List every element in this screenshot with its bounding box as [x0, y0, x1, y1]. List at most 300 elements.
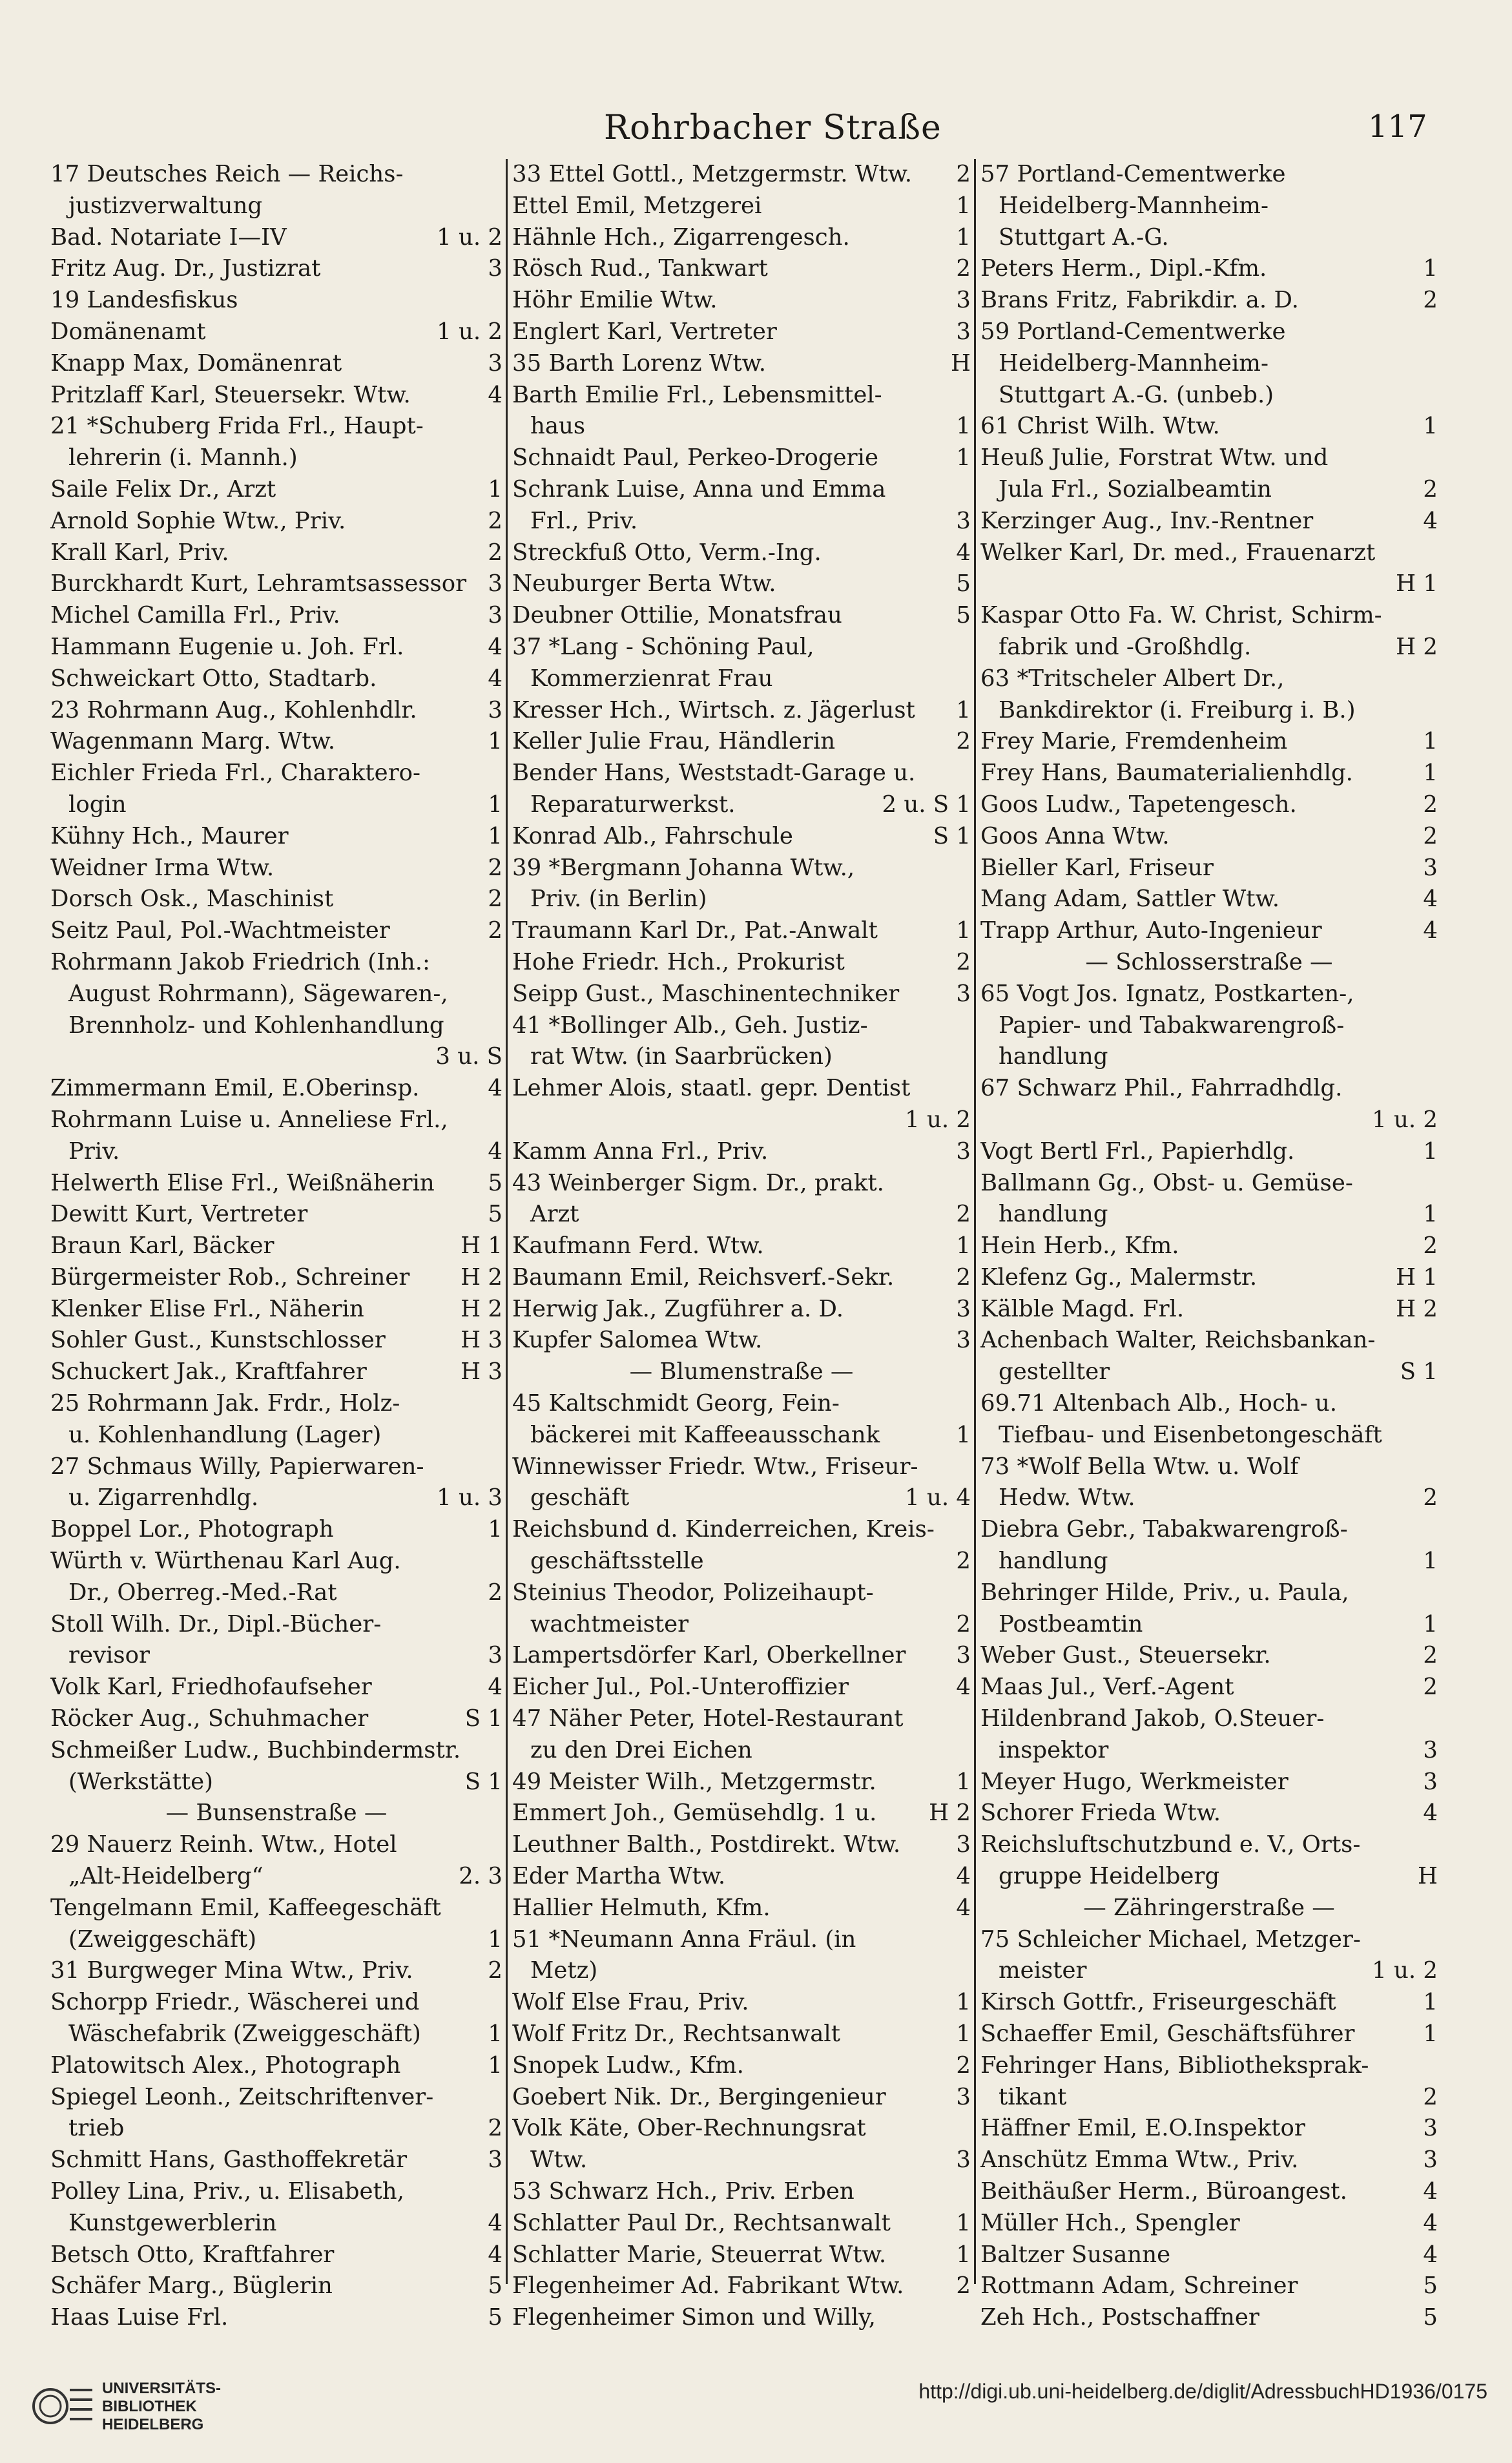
directory-entry [50, 2145, 502, 2176]
directory-entry [512, 915, 971, 947]
directory-entry [980, 663, 1438, 695]
directory-entry [512, 1703, 971, 1735]
entry-text: Reparaturwerkst. [530, 791, 736, 818]
entry-text: geschäftsstelle [530, 1548, 704, 1575]
directory-entry [980, 1482, 1438, 1514]
page-number: 117 [1368, 109, 1427, 145]
directory-entry [50, 789, 502, 821]
directory-entry [980, 1451, 1438, 1483]
entry-text: 57 Portland-Cementwerke [980, 161, 1286, 187]
directory-entry [980, 1987, 1438, 2019]
floor-marker: 3 [956, 1327, 971, 1354]
entry-text: Schaeffer Emil, Geschäftsführer [980, 2021, 1355, 2048]
floor-marker: 1 [956, 1232, 971, 1260]
column-2 [512, 159, 971, 2336]
entry-text: Leuthner Balth., Postdirekt. Wtw. [512, 1831, 901, 1858]
directory-entry [512, 1388, 971, 1420]
entry-text: rat Wtw. (in Saarbrücken) [530, 1043, 833, 1070]
entry-text: Volk Karl, Friedhofaufseher [50, 1674, 372, 1701]
entry-text: justizverwaltung [68, 192, 263, 219]
directory-entry [512, 253, 971, 285]
floor-marker: 4 [488, 2209, 502, 2236]
floor-marker: 1 [1423, 760, 1438, 787]
entry-text: Rohrmann Luise u. Anneliese Frl., [50, 1106, 448, 1133]
directory-entry [512, 2082, 971, 2114]
entry-text: Höhr Emilie Wtw. [512, 287, 718, 314]
directory-entry [980, 1136, 1438, 1168]
floor-marker: 2 [1423, 1642, 1438, 1669]
directory-entry [980, 979, 1438, 1010]
entry-text: Platowitsch Alex., Photograph [50, 2052, 401, 2079]
directory-entry [512, 979, 971, 1010]
column-3 [980, 159, 1438, 2336]
directory-entry [50, 2176, 502, 2208]
entry-text: Postbeamtin [999, 1610, 1143, 1637]
floor-marker: 3 [1423, 1768, 1438, 1795]
directory-entry [512, 821, 971, 853]
entry-text: Volk Käte, Ober-Rechnungsrat [512, 2115, 866, 2142]
directory-entry [980, 2113, 1438, 2145]
entry-text: Traumann Karl Dr., Pat.-Anwalt [512, 917, 878, 944]
directory-entry [50, 1482, 502, 1514]
directory-entry [50, 1010, 502, 1042]
floor-marker: 2 [956, 728, 971, 755]
floor-marker: 1 [488, 1926, 502, 1953]
directory-entry [50, 1703, 502, 1735]
directory-entry [512, 2334, 971, 2336]
floor-marker: 2 [1423, 1484, 1438, 1512]
street-section-heading [980, 947, 1438, 979]
floor-marker: 3 [488, 2146, 502, 2174]
floor-marker: 4 [1423, 2209, 1438, 2236]
directory-entry [512, 1672, 971, 1703]
floor-marker: 4 [488, 665, 502, 692]
entry-text: Schlatter Paul Dr., Rechtsanwalt [512, 2209, 891, 2236]
directory-entry [512, 2208, 971, 2240]
floor-marker: 3 [488, 255, 502, 282]
directory-entry [980, 1325, 1438, 1356]
entry-text: 61 Christ Wilh. Wtw. [980, 413, 1220, 440]
directory-entry [980, 380, 1438, 411]
entry-text: Wolf Else Frau, Priv. [512, 1989, 749, 2016]
entry-text: 27 Schmaus Willy, Papierwaren- [50, 1453, 424, 1480]
entry-text: Stoll Wilh. Dr., Dipl.-Bücher- [50, 1610, 382, 1637]
directory-entry [512, 1955, 971, 1987]
directory-entry [50, 1672, 502, 1703]
entry-text: Frl., Priv. [530, 507, 638, 534]
directory-entry [980, 2302, 1438, 2334]
directory-entry [512, 1514, 971, 1546]
entry-text: Weber Gust., Steuersekr. [980, 1642, 1271, 1669]
directory-entry [50, 1609, 502, 1641]
floor-marker: 5 [956, 570, 971, 598]
floor-marker: 3 [488, 349, 502, 377]
entry-text: Keller Julie Frau, Händlerin [512, 728, 836, 755]
entry-text: Dr., Oberreg.-Med.-Rat [68, 1579, 337, 1606]
entry-text: 43 Weinberger Sigm. Dr., prakt. [512, 1169, 884, 1196]
directory-entry [512, 191, 971, 222]
entry-text: (Werkstätte) [68, 1768, 213, 1795]
directory-entry [980, 726, 1438, 758]
directory-entry [512, 947, 971, 979]
entry-text: Burckhardt Kurt, Lehramtsassessor [50, 570, 467, 598]
entry-text: u. Zigarrenhdlg. [68, 1484, 259, 1512]
directory-entry [980, 1199, 1438, 1231]
directory-entry [512, 537, 971, 569]
floor-marker: 3 [956, 507, 971, 534]
directory-entry [512, 1767, 971, 1798]
entry-text: Schrank Luise, Anna und Emma [512, 475, 886, 503]
floor-marker: 4 [488, 1075, 502, 1102]
entry-text: Baltzer Susanne [980, 2241, 1171, 2268]
floor-marker: 3 [1423, 854, 1438, 881]
entry-text: Tengelmann Emil, Kaffeegeschäft [50, 1894, 441, 1921]
entry-text: Streckfuß Otto, Verm.-Ing. [512, 539, 822, 566]
entry-text: haus [530, 413, 586, 440]
entry-text: 23 Rohrmann Aug., Kohlenhdlr. [50, 696, 417, 723]
floor-marker: 2 u. S 1 [882, 791, 971, 818]
entry-text: Kerzinger Aug., Inv.-Rentner [980, 507, 1314, 534]
directory-entry [512, 2019, 971, 2050]
entry-text: handlung [999, 1201, 1108, 1228]
floor-marker: 4 [488, 2241, 502, 2268]
floor-marker: 2 [1423, 287, 1438, 314]
directory-entry [980, 1262, 1438, 1294]
floor-marker: 1 [956, 696, 971, 723]
directory-entry [980, 789, 1438, 821]
directory-entry [50, 947, 502, 979]
entry-text: geschäft [530, 1484, 630, 1512]
floor-marker: 1 [956, 192, 971, 219]
entry-text: Eicher Jul., Pol.-Unteroffizier [512, 1674, 849, 1701]
entry-text: Metz) [530, 1957, 598, 1984]
directory-entry [980, 1420, 1438, 1451]
floor-marker: 4 [488, 633, 502, 660]
floor-marker: 4 [1423, 917, 1438, 944]
floor-marker: 4 [956, 1863, 971, 1890]
floor-marker: 2 [1423, 791, 1438, 818]
floor-marker: 1 [1423, 1548, 1438, 1575]
entry-text: Dewitt Kurt, Vertreter [50, 1201, 308, 1228]
floor-marker: 2 [956, 1263, 971, 1291]
directory-entry [512, 1451, 971, 1483]
floor-marker: 5 [488, 2304, 502, 2331]
entry-text: Schorer Frieda Wtw. [980, 1800, 1221, 1827]
column-divider [506, 159, 508, 2284]
directory-entry [980, 2145, 1438, 2176]
directory-entry [50, 253, 502, 285]
entry-text: Hein Herb., Kfm. [980, 1232, 1179, 1260]
directory-entry [980, 442, 1438, 474]
directory-entry [980, 1767, 1438, 1798]
floor-marker: H [951, 349, 971, 377]
directory-entry [50, 191, 502, 222]
entry-text: Bankdirektor (i. Freiburg i. B.) [999, 696, 1356, 723]
entry-text: Hohe Friedr. Hch., Prokurist [512, 948, 845, 975]
directory-entry [512, 1010, 971, 1042]
floor-marker: 3 [956, 1138, 971, 1165]
page-title: Rohrbacher Straße [604, 109, 942, 147]
entry-text: Beithäußer Herm., Büroangest. [980, 2178, 1347, 2205]
directory-entry [980, 600, 1438, 632]
entry-text: Haas Luise Frl. [50, 2304, 229, 2331]
directory-entry [980, 222, 1438, 254]
entry-text: Deubner Ottilie, Monatsfrau [512, 602, 842, 629]
directory-entry [50, 2050, 502, 2082]
entry-text: Kirsch Gottfr., Friseurgeschäft [980, 1989, 1336, 2016]
entry-text: Steinius Theodor, Polizeihaupt- [512, 1579, 874, 1606]
floor-marker: 1 [956, 2209, 971, 2236]
entry-text: u. Kohlenhandlung (Lager) [68, 1421, 382, 1448]
floor-marker: 4 [1423, 2178, 1438, 2205]
directory-entry [50, 2019, 502, 2050]
floor-marker: 3 [956, 1642, 971, 1669]
directory-entry [50, 1168, 502, 1200]
directory-entry [50, 1073, 502, 1105]
source-url-link[interactable]: http://digi.ub.uni-heidelberg.de/diglit/AdressbuchHD1936/0175 [918, 2380, 1487, 2403]
directory-entry [512, 2050, 971, 2082]
entry-text: Hildenbrand Jakob, O.Steuer- [980, 1705, 1325, 1732]
floor-marker: S 1 [933, 822, 971, 849]
entry-text: 45 Kaltschmidt Georg, Fein- [512, 1390, 840, 1417]
floor-marker: 2 [488, 1957, 502, 1984]
directory-entry [512, 726, 971, 758]
entry-text: Klenker Elise Frl., Näherin [50, 1295, 364, 1322]
floor-marker: 1 [956, 1768, 971, 1795]
directory-entry [50, 380, 502, 411]
floor-marker: 4 [1423, 886, 1438, 913]
entry-text: handlung [999, 1043, 1108, 1070]
entry-text: Kunstgewerblerin [68, 2209, 277, 2236]
directory-entry [50, 1231, 502, 1262]
floor-marker: H 2 [929, 1800, 971, 1827]
directory-entry [512, 222, 971, 254]
floor-marker: S 1 [464, 1768, 502, 1795]
entry-text: 17 Deutsches Reich — Reichs- [50, 161, 404, 187]
entry-text: Winnewisser Friedr. Wtw., Friseur- [512, 1453, 918, 1480]
entry-text: Priv. (in Berlin) [530, 886, 707, 913]
floor-marker: H 2 [1396, 633, 1438, 660]
floor-marker: 3 [956, 980, 971, 1007]
directory-entry [512, 1924, 971, 1956]
floor-marker: 2 [956, 161, 971, 187]
directory-entry [50, 2334, 502, 2336]
entry-text: Rohrmann Jakob Friedrich (Inh.: [50, 948, 430, 975]
directory-entry [512, 380, 971, 411]
directory-entry [512, 2271, 971, 2302]
entry-text: Michel Camilla Frl., Priv. [50, 602, 340, 629]
entry-text: Behringer Hilde, Priv., u. Paula, [980, 1579, 1349, 1606]
directory-entry [50, 1420, 502, 1451]
directory-entry [50, 726, 502, 758]
directory-entry [980, 1388, 1438, 1420]
directory-entry [512, 1482, 971, 1514]
directory-entry [980, 1735, 1438, 1767]
directory-entry [50, 853, 502, 884]
directory-entry [980, 2019, 1438, 2050]
entry-text: Jula Frl., Sozialbeamtin [999, 475, 1272, 503]
entry-text: Kresser Hch., Wirtsch. z. Jägerlust [512, 696, 915, 723]
floor-marker: 2 [1423, 1674, 1438, 1701]
directory-entry [50, 600, 502, 632]
floor-marker: 2 [1423, 822, 1438, 849]
entry-text: Seitz Paul, Pol.-Wachtmeister [50, 917, 390, 944]
entry-text: login [68, 791, 127, 818]
directory-entry [50, 222, 502, 254]
directory-entry [512, 1325, 971, 1356]
entry-text: Flegenheimer Simon und Willy, [512, 2304, 876, 2331]
floor-marker: H 2 [1396, 1295, 1438, 1322]
directory-entry [980, 2208, 1438, 2240]
directory-entry [512, 317, 971, 348]
entry-text: Goos Anna Wtw. [980, 822, 1170, 849]
entry-text: Schmeißer Ludw., Buchbindermstr. [50, 1736, 461, 1763]
floor-marker: 2 [956, 1548, 971, 1575]
entry-text: 31 Burgweger Mina Wtw., Priv. [50, 1957, 413, 1984]
directory-entry [512, 789, 971, 821]
entry-text: 33 Ettel Gottl., Metzgermstr. Wtw. [512, 161, 913, 187]
entry-text: Neuburger Berta Wtw. [512, 570, 776, 598]
directory-entry [512, 1231, 971, 1262]
floor-marker: 2 [488, 539, 502, 566]
floor-marker: 4 [956, 539, 971, 566]
entry-text: Bad. Notariate I—IV [50, 223, 287, 251]
entry-text: Arzt [530, 1201, 579, 1228]
floor-marker: 2 [956, 948, 971, 975]
directory-entry [50, 2240, 502, 2271]
floor-marker: 5 [956, 602, 971, 629]
floor-marker: 2 [488, 507, 502, 534]
directory-entry [980, 191, 1438, 222]
entry-text: tikant [999, 2083, 1067, 2110]
entry-text: Welker Karl, Dr. med., Frauenarzt [980, 539, 1376, 566]
directory-entry [512, 1861, 971, 1893]
directory-entry [50, 2082, 502, 2114]
entry-text: Betsch Otto, Kraftfahrer [50, 2241, 335, 2268]
entry-text: Maas Jul., Verf.-Agent [980, 1674, 1234, 1701]
directory-entry [512, 1609, 971, 1641]
entry-text: Knapp Max, Domänenrat [50, 349, 342, 377]
footer [0, 2364, 1512, 2463]
floor-marker: 1 [488, 2021, 502, 2048]
library-name: UNIVERSITÄTS- BIBLIOTHEK HEIDELBERG [102, 2380, 222, 2433]
entry-text: Helwerth Elise Frl., Weißnäherin [50, 1169, 435, 1196]
directory-entry [512, 1199, 971, 1231]
entry-text: — Zähringerstraße — [1083, 1894, 1335, 1921]
directory-entry [980, 159, 1438, 191]
directory-entry [512, 600, 971, 632]
floor-marker: 1 [488, 728, 502, 755]
street-section-heading [980, 1893, 1438, 1924]
entry-text: Stuttgart A.-G. [999, 223, 1169, 251]
floor-marker: 1 [488, 1516, 502, 1543]
floor-marker: 3 u. S [435, 1043, 502, 1070]
directory-entry [980, 474, 1438, 506]
street-section-heading [50, 1798, 502, 1829]
entry-text: Reichsluftschutzbund e. V., Orts- [980, 1831, 1361, 1858]
entry-text: trieb [68, 2115, 125, 2142]
floor-marker: 1 [488, 2052, 502, 2079]
directory-entry [50, 2208, 502, 2240]
entry-text: Bender Hans, Weststadt-Garage u. [512, 760, 916, 787]
floor-marker: 1 [1423, 1610, 1438, 1637]
page-header [0, 109, 1512, 154]
entry-text: zu den Drei Eichen [530, 1736, 752, 1763]
directory-entry [980, 1577, 1438, 1609]
entry-text: 21 *Schuberg Frida Frl., Haupt- [50, 413, 424, 440]
directory-entry [50, 1294, 502, 1325]
entry-text: Kamm Anna Frl., Priv. [512, 1138, 769, 1165]
floor-marker: 4 [1423, 507, 1438, 534]
directory-entry [980, 506, 1438, 537]
floor-marker: 4 [956, 1674, 971, 1701]
entry-text: Heidelberg-Mannheim- [999, 192, 1269, 219]
directory-entry [980, 1356, 1438, 1388]
entry-text: inspektor [999, 1736, 1109, 1763]
directory-entry [980, 1105, 1438, 1136]
directory-entry [50, 2113, 502, 2145]
directory-entry [50, 442, 502, 474]
floor-marker: 5 [1423, 2272, 1438, 2300]
entry-text: Kaspar Otto Fa. W. Christ, Schirm- [980, 602, 1382, 629]
directory-entry [512, 884, 971, 915]
directory-entry [50, 506, 502, 537]
directory-entry [50, 1861, 502, 1893]
entry-text: 51 *Neumann Anna Fräul. (in [512, 1926, 856, 1953]
directory-entry [50, 1767, 502, 1798]
directory-entry [980, 411, 1438, 442]
directory-entry [980, 1609, 1438, 1641]
entry-text: Frey Marie, Fremdenheim [980, 728, 1288, 755]
directory-entry [50, 2302, 502, 2334]
entry-text: Rottmann Adam, Schreiner [980, 2272, 1298, 2300]
floor-marker: H 1 [1396, 570, 1438, 598]
floor-marker: 1 u. 2 [437, 223, 502, 251]
floor-marker: 3 [1423, 1736, 1438, 1763]
directory-entry [980, 1010, 1438, 1042]
floor-marker: 1 [1423, 255, 1438, 282]
floor-marker: 1 [956, 1989, 971, 2016]
directory-entry [50, 1262, 502, 1294]
directory-entry [512, 632, 971, 663]
entry-text: Eder Martha Wtw. [512, 1863, 726, 1890]
directory-entry [980, 285, 1438, 317]
floor-marker: 1 u. 2 [905, 1106, 971, 1133]
directory-entry [50, 1388, 502, 1420]
entry-text: Kupfer Salomea Wtw. [512, 1327, 763, 1354]
directory-entry [50, 568, 502, 600]
directory-entry [512, 568, 971, 600]
floor-marker: 2. 3 [459, 1863, 502, 1890]
floor-marker: 1 [1423, 1138, 1438, 1165]
directory-entry [512, 506, 971, 537]
floor-marker: 1 [488, 475, 502, 503]
floor-marker: 3 [956, 2083, 971, 2110]
floor-marker: S 1 [1400, 1358, 1438, 1386]
entry-text: Kommerzienrat Frau [530, 665, 773, 692]
library-seal-icon [31, 2377, 96, 2435]
directory-entry [512, 348, 971, 380]
directory-entry [512, 1987, 971, 2019]
entry-text: Heuß Julie, Forstrat Wtw. und [980, 444, 1329, 472]
entry-text: revisor [68, 1642, 150, 1669]
column-1 [50, 159, 502, 2336]
directory-entry [980, 2082, 1438, 2114]
entry-text: — Blumenstraße — [629, 1358, 854, 1386]
floor-marker: H 2 [461, 1263, 502, 1291]
directory-entry [50, 474, 502, 506]
entry-text: Schorpp Friedr., Wäscherei und [50, 1989, 420, 2016]
